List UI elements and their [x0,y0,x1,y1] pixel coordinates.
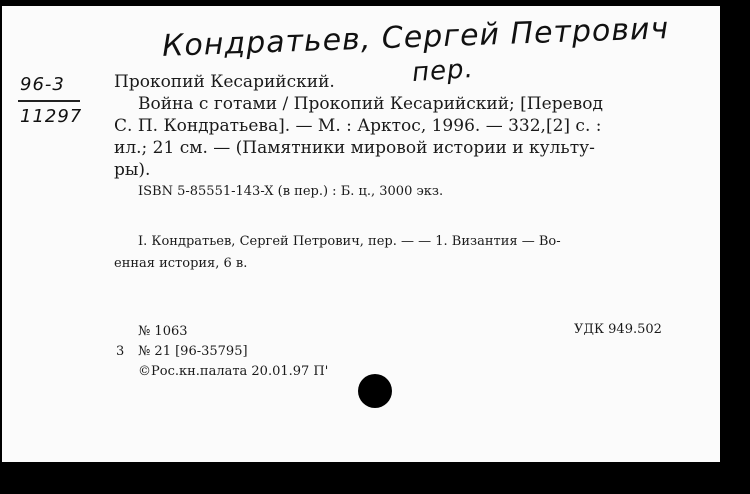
title-line: ры). [114,160,151,180]
catalog-card [2,6,720,462]
handwritten-heading-role: пер. [411,53,475,89]
author-heading: Прокопий Кесарийский. [114,72,335,92]
punch-hole [358,374,392,408]
tracing-line: I. Кондратьев, Сергей Петрович, пер. — — 1. Византия — Во- [138,234,561,249]
book-chamber-imprint: ©Рос.кн.палата 20.01.97 П' [138,364,329,379]
handwritten-heading: Кондратьев, Сергей Петрович [161,11,670,64]
call-number-top: 96-3 [20,74,65,95]
isbn-line: ISBN 5-85551-143-X (в пер.) : Б. ц., 3000 экз. [138,184,444,199]
registration-number: № 21 [96-35795] [138,344,248,359]
tracing-line: енная история, 6 в. [114,256,248,271]
title-line: Война с готами / Прокопий Кесарийский; [Перевод [138,94,603,114]
title-line: ил.; 21 см. — (Памятники мировой истории и культу- [114,138,595,158]
udk-code: УДК 949.502 [574,322,662,337]
call-number-bottom: 11297 [20,106,83,127]
title-line: С. П. Кондратьева]. — М. : Арктос, 1996. — 332,[2] с. : [114,116,602,136]
card-number: № 1063 [138,324,188,339]
call-number-divider [18,100,80,102]
card-prefix: 3 [116,344,125,359]
